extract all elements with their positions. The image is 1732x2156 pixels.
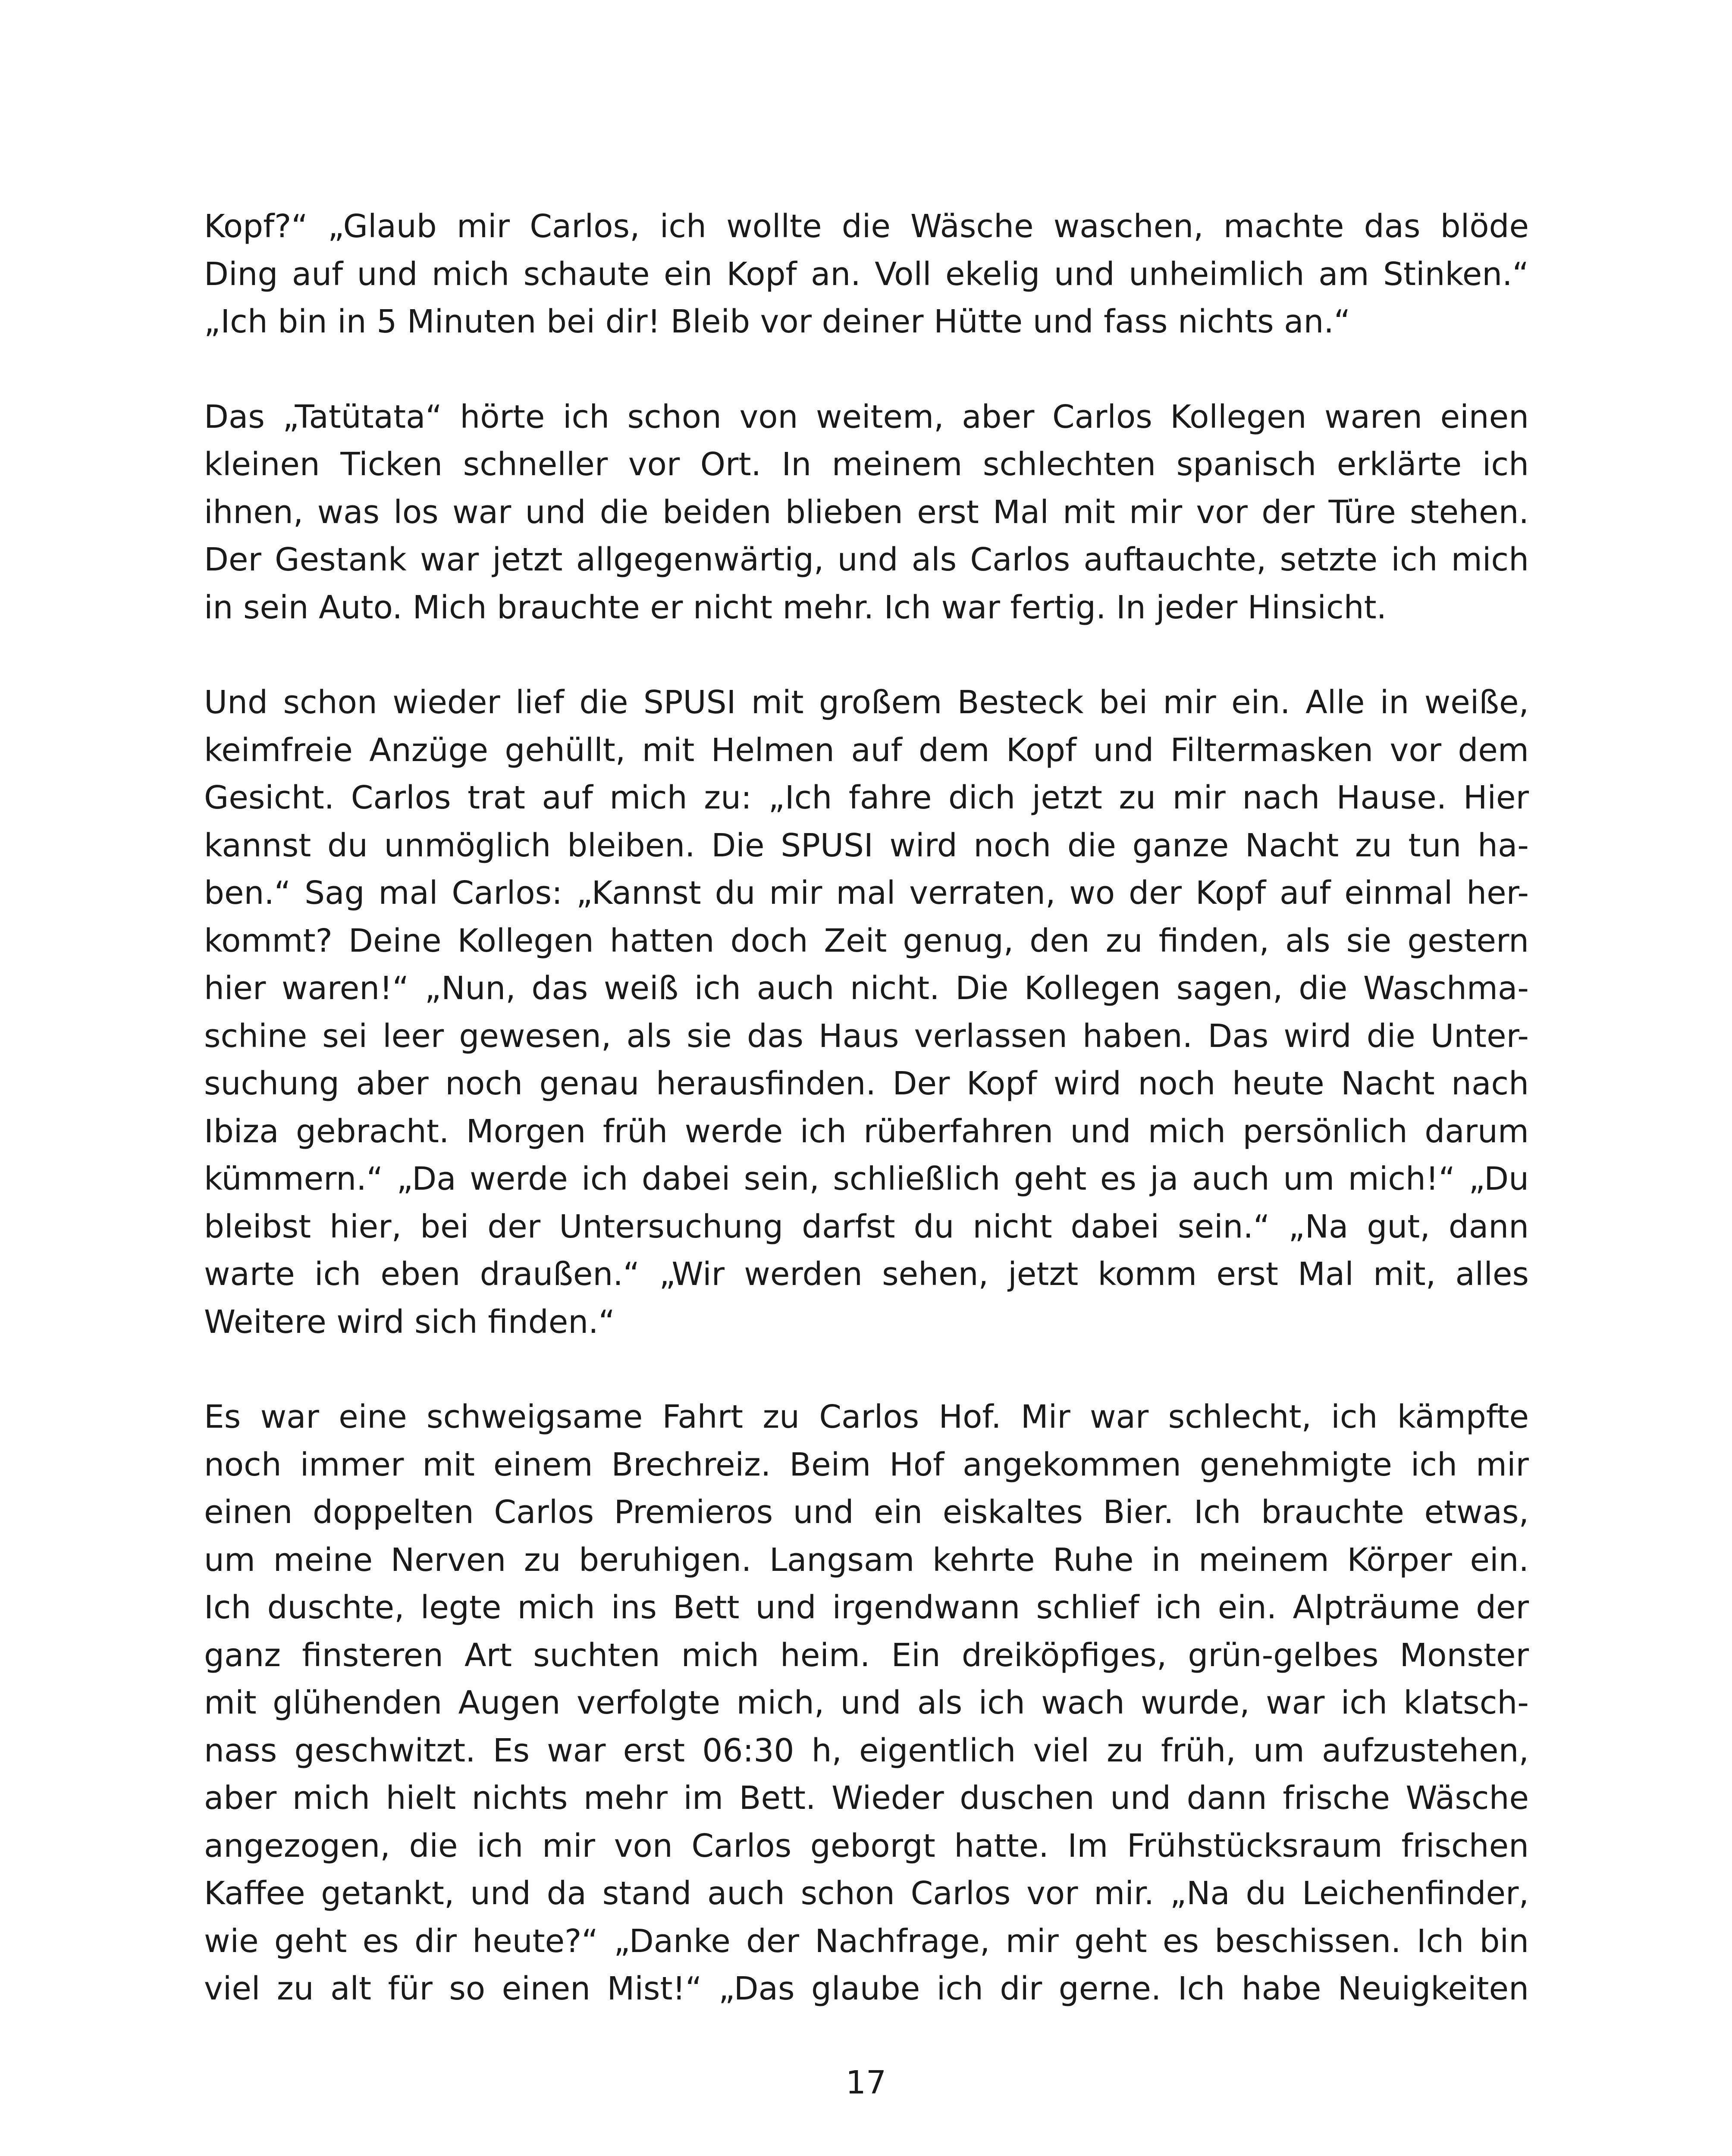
text-line: Es war eine schweigsame Fahrt zu Carlos Hof. Mir war schlecht, ich kämpfte [204,1398,1529,1435]
text-line: Kopf?“ „Glaub mir Carlos, ich wollte die Wäsche waschen, machte das blöde [204,208,1529,245]
text-line: bleibst hier, bei der Untersuchung darfst du nicht dabei sein.“ „Na gut, dann [204,1208,1529,1245]
text-line: in sein Auto. Mich brauchte er nicht mehr. Ich war fertig. In jeder Hinsicht. [204,589,1387,626]
paragraph [204,393,1529,632]
text-line: noch immer mit einem Brechreiz. Beim Hof angekommen genehmigte ich mir [204,1446,1529,1483]
text-line: kleinen Ticken schneller vor Ort. In meinem schlechten spanisch erklärte ich [204,446,1529,483]
text-line: wie geht es dir heute?“ „Danke der Nachfrage, mir geht es beschissen. Ich bin [204,1922,1529,1960]
text-line: Gesicht. Carlos trat auf mich zu: „Ich fahre dich jetzt zu mir nach Hause. Hier [204,779,1529,816]
text-line: aber mich hielt nichts mehr im Bett. Wieder duschen und dann frische Wäsche [204,1780,1529,1817]
text-line: Ding auf und mich schaute ein Kopf an. Voll ekelig und unheimlich am Stinken.“ [204,255,1529,293]
text-line: um meine Nerven zu beruhigen. Langsam kehrte Ruhe in meinem Körper ein. [204,1541,1529,1579]
text-line: warte ich eben draußen.“ „Wir werden sehen, jetzt komm erst Mal mit, alles [204,1256,1529,1293]
text-line: ihnen, was los war und die beiden blieben erst Mal mit mir vor der Türe stehen. [204,493,1529,531]
text-line: angezogen, die ich mir von Carlos geborgt hatte. Im Frühstücksraum frischen [204,1827,1529,1865]
text-line: Und schon wieder lief die SPUSI mit großem Besteck bei mir ein. Alle in weiße, [204,684,1529,721]
paragraph [204,1393,1529,2013]
text-line: kommt? Deine Kollegen hatten doch Zeit genug, den zu finden, als sie gestern [204,922,1529,959]
text-line: Kaffee getankt, und da stand auch schon Carlos vor mir. „Na du Leichenfinder, [204,1875,1529,1912]
text-line: Der Gestank war jetzt allgegenwärtig, und als Carlos auftauchte, setzte ich mich [204,541,1529,578]
text-line: kannst du unmöglich bleiben. Die SPUSI wird noch die ganze Nacht zu tun ha- [204,827,1529,864]
text-line: Ich duschte, legte mich ins Bett und irgendwann schlief ich ein. Alpträume der [204,1589,1529,1626]
text-line: mit glühenden Augen verfolgte mich, und als ich wach wurde, war ich klatsch- [204,1684,1529,1721]
text-line: „Ich bin in 5 Minuten bei dir! Bleib vor deiner Hütte und fass nichts an.“ [204,303,1351,340]
text-line: schine sei leer gewesen, als sie das Haus verlassen haben. Das wird die Unter- [204,1017,1529,1055]
text-line: ben.“ Sag mal Carlos: „Kannst du mir mal verraten, wo der Kopf auf einmal her- [204,874,1529,912]
paragraph [204,679,1529,1346]
text-line: Ibiza gebracht. Morgen früh werde ich rüberfahren und mich persönlich darum [204,1112,1529,1150]
text-line: ganz finsteren Art suchten mich heim. Ein dreiköpfiges, grün-gelbes Monster [204,1636,1529,1674]
text-line: Weitere wird sich finden.“ [204,1303,615,1341]
body-text [204,203,1529,2013]
text-line: hier waren!“ „Nun, das weiß ich auch nicht. Die Kollegen sagen, die Waschma- [204,970,1529,1007]
text-line: keimfreie Anzüge gehüllt, mit Helmen auf dem Kopf und Filtermasken vor dem [204,731,1529,769]
page-number: 17 [845,2064,887,2101]
text-line: Das „Tatütata“ hörte ich schon von weitem, aber Carlos Kollegen waren einen [204,398,1529,436]
text-line: kümmern.“ „Da werde ich dabei sein, schließlich geht es ja auch um mich!“ „Du [204,1160,1529,1197]
paragraph [204,203,1529,346]
text-line: suchung aber noch genau herausfinden. Der Kopf wird noch heute Nacht nach [204,1065,1529,1102]
text-line: einen doppelten Carlos Premieros und ein eiskaltes Bier. Ich brauchte etwas, [204,1494,1529,1531]
text-line: viel zu alt für so einen Mist!“ „Das glaube ich dir gerne. Ich habe Neuigkeiten [204,1970,1529,2007]
text-line: nass geschwitzt. Es war erst 06:30 h, eigentlich viel zu früh, um aufzustehen, [204,1732,1529,1769]
